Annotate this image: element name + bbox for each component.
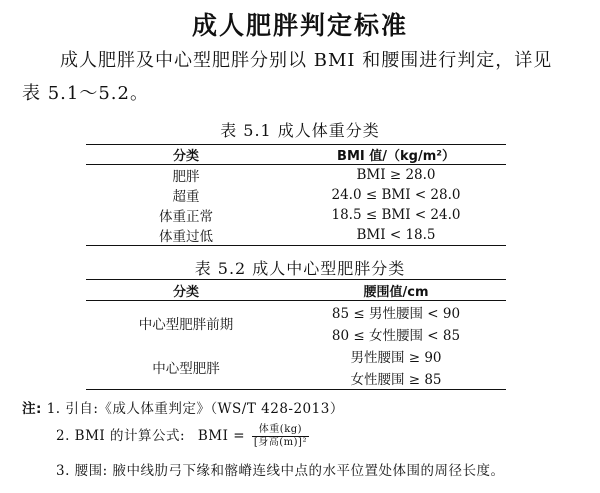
category-cell: 超重: [172, 189, 200, 205]
note-1-text: 1. 引自:《成人体重判定》（WS/T 428-2013）: [46, 401, 344, 417]
table-row: [86, 205, 506, 225]
note-lead: 注:: [22, 401, 42, 417]
table2-caption: 表 5.2 成人中心型肥胖分类: [194, 259, 406, 278]
category-cell: 肥胖: [172, 169, 200, 185]
category-cell: 中心型肥胖: [152, 361, 220, 377]
value-cell: 24.0 ≤ BMI < 28.0: [331, 187, 461, 203]
formula-denominator: [身高(m)]²: [253, 437, 307, 448]
bmi-classification-table: [86, 144, 506, 246]
column-header: 腰围值/cm: [286, 280, 506, 301]
table-row: [86, 185, 506, 205]
column-header: BMI 值/（kg/m²）: [286, 145, 506, 165]
column-header: 分类: [86, 280, 286, 301]
column-header: 分类: [86, 145, 286, 165]
note-1: [22, 397, 344, 417]
table-header-row: [86, 145, 506, 165]
value-cell: 男性腰围 ≥ 90: [350, 350, 442, 366]
table-header-row: [86, 280, 506, 301]
category-cell: 中心型肥胖前期: [138, 317, 234, 333]
table-row: [86, 165, 506, 186]
bmi-formula-lhs: BMI =: [197, 428, 246, 444]
page-title: 成人肥胖判定标准: [191, 11, 408, 40]
category-cell: 体重过低: [159, 229, 213, 245]
note-3: 3. 腰围: 腋中线肋弓下缘和髂嵴连线中点的水平位置处体围的周径长度。: [56, 463, 505, 479]
table-row: [86, 301, 506, 324]
bmi-formula-fraction: [252, 424, 309, 449]
table1-caption: 表 5.1 成人体重分类: [220, 121, 380, 140]
value-cell: BMI < 18.5: [356, 227, 436, 243]
table-row: [86, 345, 506, 367]
value-cell: 18.5 ≤ BMI < 24.0: [331, 207, 461, 223]
intro-line-1: 成人肥胖及中心型肥胖分别以 BMI 和腰围进行判定，详见: [60, 50, 553, 71]
value-cell: 女性腰围 ≥ 85: [350, 372, 442, 388]
intro-paragraph: [22, 44, 584, 110]
value-cell: 85 ≤ 男性腰围 < 90: [331, 306, 461, 322]
note-2: [56, 424, 309, 449]
value-cell: 80 ≤ 女性腰围 < 85: [331, 328, 461, 344]
intro-line-2: 表 5.1～5.2。: [22, 83, 149, 104]
category-cell: 体重正常: [159, 209, 213, 225]
central-obesity-table: [86, 279, 506, 390]
formula-numerator: 体重(kg): [252, 424, 309, 437]
note-2-text: 2. BMI 的计算公式:: [56, 428, 186, 444]
table-row: [86, 225, 506, 246]
value-cell: BMI ≥ 28.0: [356, 167, 436, 183]
